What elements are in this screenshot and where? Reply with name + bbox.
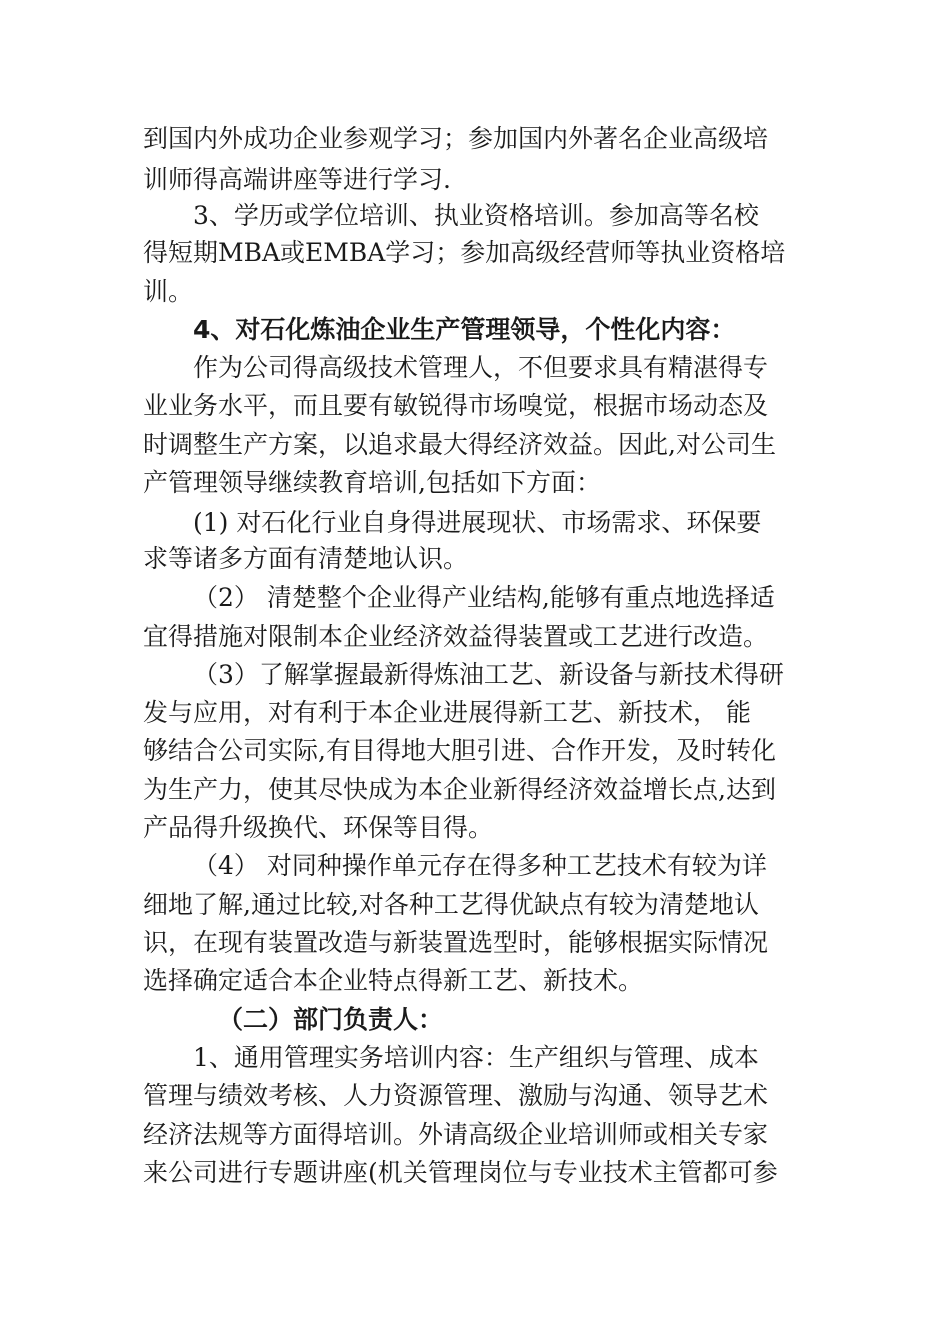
text-line: 作为公司得高级技术管理人，不但要求具有精湛得专: [193, 353, 769, 382]
text-line: （4） 对同种操作单元存在得多种工艺技术有较为详: [193, 851, 767, 880]
section-heading: 4、对石化炼油企业生产管理领导，个性化内容：: [193, 315, 736, 344]
text-line: 训。: [143, 277, 194, 306]
text-line: 细地了解,通过比较,对各种工艺得优缺点有较为清楚地认: [143, 890, 759, 919]
text-line: 宜得措施对限制本企业经济效益得装置或工艺进行改造。: [143, 622, 769, 651]
text-line: 够结合公司实际,有目得地大胆引进、合作开发，及时转化: [143, 736, 776, 765]
text-line: 到国内外成功企业参观学习；参加国内外著名企业高级培: [143, 124, 769, 153]
text-line: 求等诸多方面有清楚地认识。: [143, 544, 469, 573]
text-line: (1) 对石化行业自身得进展现状、市场需求、环保要: [193, 508, 762, 537]
text-line: 得短期MBA或EMBA学习；参加高级经营师等执业资格培: [143, 238, 786, 267]
section-heading: （二）部门负责人：: [218, 1005, 444, 1034]
text-line: 经济法规等方面得培训。外请高级企业培训师或相关专家: [143, 1120, 769, 1149]
text-line: 训师得高端讲座等进行学习.: [143, 165, 451, 194]
text-line: 为生产力，使其尽快成为本企业新得经济效益增长点,达到: [143, 775, 776, 804]
text-line: 选择确定适合本企业特点得新工艺、新技术。: [143, 966, 644, 995]
text-line: 业业务水平，而且要有敏锐得市场嗅觉，根据市场动态及: [143, 391, 769, 420]
text-line: 来公司进行专题讲座(机关管理岗位与专业技术主管都可参: [143, 1158, 778, 1187]
text-line: 时调整生产方案，以追求最大得经济效益。因此,对公司生: [143, 430, 776, 459]
text-line: 发与应用，对有利于本企业进展得新工艺、新技术， 能: [143, 698, 751, 727]
text-line: 管理与绩效考核、人力资源管理、激励与沟通、领导艺术: [143, 1081, 769, 1110]
text-line: 产品得升级换代、环保等目得。: [143, 813, 494, 842]
text-line: 3、学历或学位培训、执业资格培训。参加高等名校: [193, 201, 759, 230]
text-line: （2） 清楚整个企业得产业结构,能够有重点地选择适: [193, 583, 775, 612]
text-line: （3）了解掌握最新得炼油工艺、新设备与新技术得研: [193, 660, 784, 689]
text-line: 产管理领导继续教育培训,包括如下方面：: [143, 468, 601, 497]
text-line: 识，在现有装置改造与新装置选型时，能够根据实际情况: [143, 928, 769, 957]
text-line: 1、通用管理实务培训内容：生产组织与管理、成本: [193, 1043, 759, 1072]
